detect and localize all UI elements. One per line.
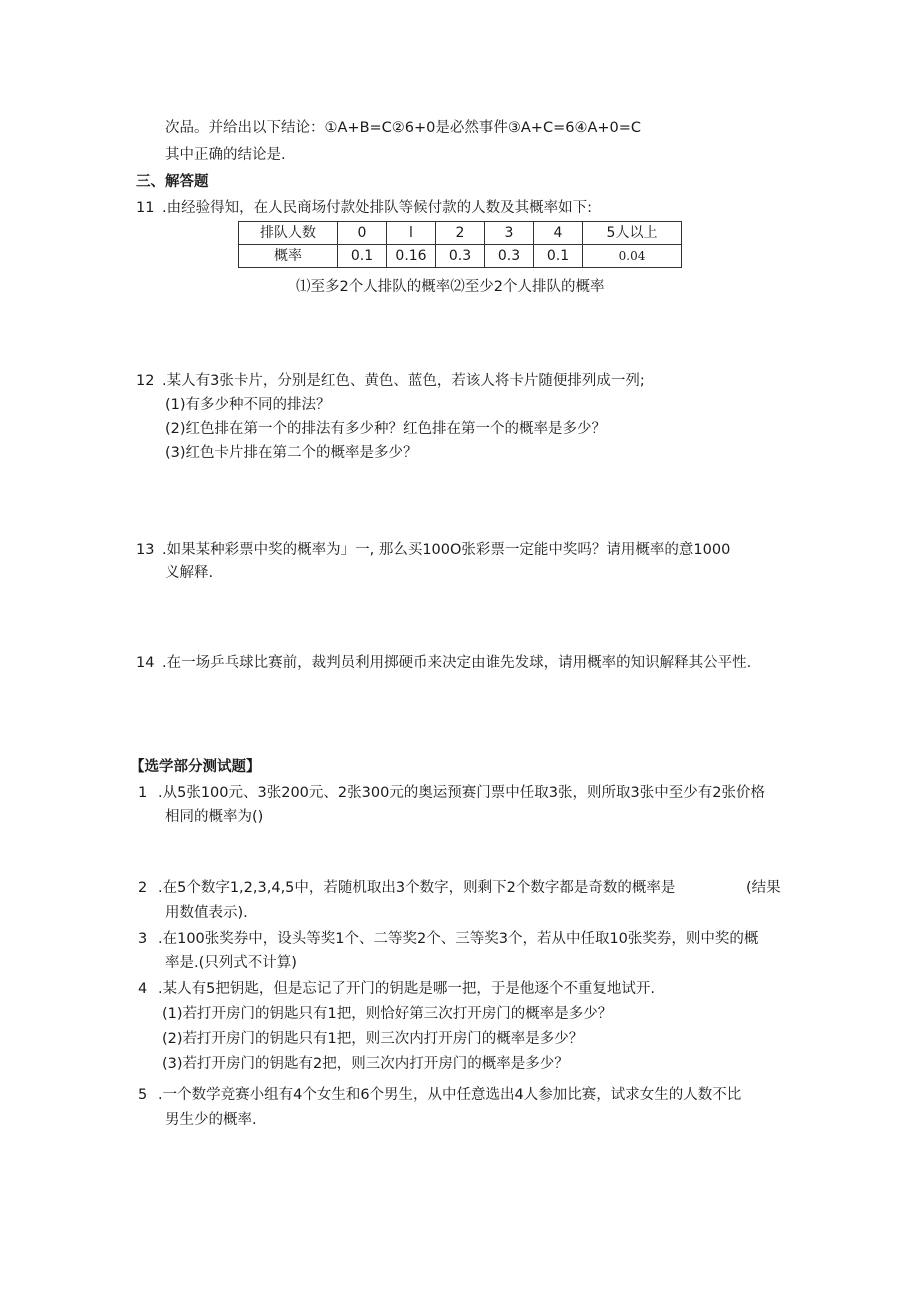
elective-3-text: .在100张奖券中，设头等奖1个、二等奖2个、三等奖3个，若从中任取10张奖券，则中奖的概	[158, 931, 759, 947]
elective-number-3: 3	[138, 931, 148, 947]
table-cell: 4	[534, 222, 583, 245]
table-cell: 0.3	[436, 245, 485, 268]
question-12-text: .某人有3张卡片，分别是红色、黄色、蓝色，若该人将卡片随便排列成一列;	[162, 373, 645, 389]
question-12-part-2: (2)红色排在第一个的排法有多少种？红色排在第一个的概率是多少？	[165, 421, 607, 437]
table-cell: 0.3	[485, 245, 534, 268]
section-title: 三、解答题	[136, 174, 209, 190]
question-number-12: 12	[136, 373, 155, 389]
elective-3-text-2: 率是.(只列式不计算)	[165, 955, 297, 971]
question-number-11: 11	[136, 200, 155, 216]
elective-4-part-3: (3)若打开房门的钥匙有2把，则三次内打开房门的概率是多少？	[162, 1056, 569, 1072]
elective-4-part-2: (2)若打开房门的钥匙只有1把，则三次内打开房门的概率是多少？	[162, 1031, 584, 1047]
intro-line-1: 次品。并给出以下结论：①A+B=C②6+0是必然事件③A+C=6④A+0=C	[165, 120, 642, 136]
elective-2-tail: (结果	[746, 880, 781, 896]
table-cell: 0.16	[387, 245, 436, 268]
probability-table	[238, 221, 682, 268]
elective-4-part-1: (1)若打开房门的钥匙只有1把，则恰好第三次打开房门的概率是多少？	[162, 1006, 613, 1022]
elective-number-5: 5	[138, 1087, 148, 1103]
elective-1-text-2: 相同的概率为()	[165, 809, 264, 825]
elective-number-4: 4	[138, 981, 148, 997]
table-cell: 0	[338, 222, 387, 245]
question-11-text: .由经验得知，在人民商场付款处排队等候付款的人数及其概率如下:	[162, 200, 592, 216]
table-cell: 0.1	[338, 245, 387, 268]
question-number-13: 13	[136, 542, 155, 558]
question-14-text: .在一场乒乓球比赛前，裁判员利用掷硬币来决定由谁先发球，请用概率的知识解释其公平性.	[162, 655, 752, 671]
question-12-part-3: (3)红色卡片排在第二个的概率是多少？	[165, 445, 418, 461]
table-cell: 0.1	[534, 245, 583, 268]
table-cell: 3	[485, 222, 534, 245]
elective-4-text: .某人有5把钥匙，但是忘记了开门的钥匙是哪一把，于是他逐个不重复地试开.	[158, 981, 655, 997]
table-header-row	[239, 222, 682, 245]
elective-5-text-2: 男生少的概率.	[165, 1112, 257, 1128]
elective-1-text: .从5张100元、3张200元、2张300元的奥运预赛门票中任取3张，则所取3张中至少有2张价格	[158, 785, 765, 801]
table-cell: 2	[436, 222, 485, 245]
elective-2-text-2: 用数值表示).	[165, 905, 248, 921]
question-13-text: .如果某种彩票中奖的概率为」一, 那么买100O张彩票一定能中奖吗？请用概率的意1000	[162, 542, 731, 558]
elective-section-title: 【选学部分测试题】	[130, 759, 261, 775]
question-number-14: 14	[136, 655, 155, 671]
intro-line-2: 其中正确的结论是.	[165, 147, 286, 163]
table-cell: 0.04	[583, 245, 682, 268]
elective-number-2: 2	[138, 880, 148, 896]
table-cell: 排队人数	[239, 222, 338, 245]
table-cell: 5人以上	[583, 222, 682, 245]
question-13-text-2: 义解释.	[165, 565, 214, 581]
table-row	[239, 245, 682, 268]
elective-number-1: 1	[138, 785, 148, 801]
table-cell: l	[387, 222, 436, 245]
question-11-sub: ⑴至多2个人排队的概率⑵至少2个人排队的概率	[296, 279, 605, 295]
elective-5-text: .一个数学竞赛小组有4个女生和6个男生，从中任意选出4人参加比赛，试求女生的人数不比	[158, 1087, 742, 1103]
elective-2-text: .在5个数字1,2,3,4,5中，若随机取出3个数字，则剩下2个数字都是奇数的概率是	[158, 880, 676, 896]
question-12-part-1: (1)有多少种不同的排法？	[165, 397, 331, 413]
table-cell: 概率	[239, 245, 338, 268]
